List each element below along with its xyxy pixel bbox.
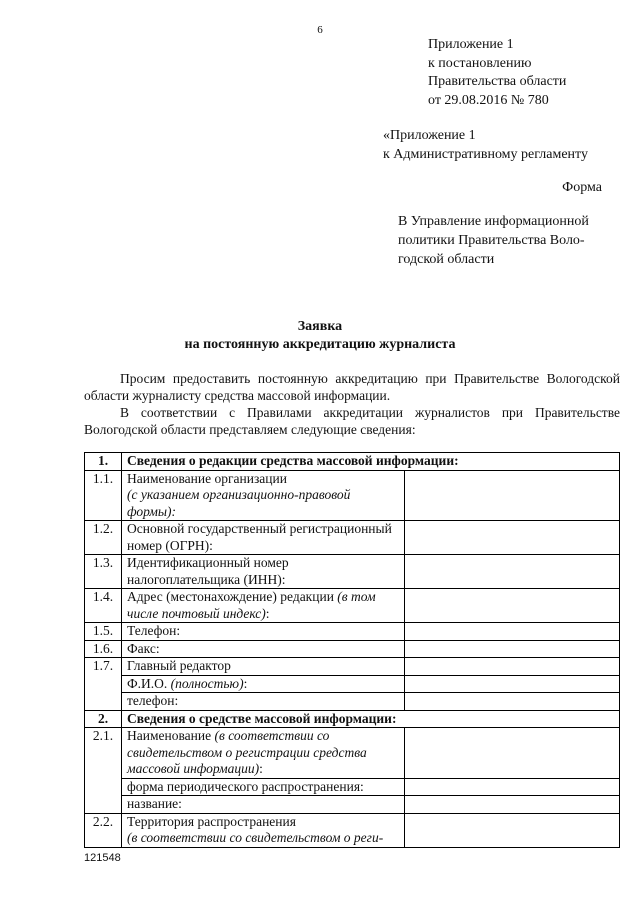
table-subrow (85, 796, 620, 814)
table-row (85, 470, 620, 521)
page-number: 6 (317, 24, 323, 36)
addressee-block (398, 212, 613, 269)
table-row (85, 813, 620, 847)
row-label: Наименование (в соответствии со свидетельством о регистрации средства массовой информации): (122, 728, 405, 779)
row-number: 1. (85, 453, 122, 471)
value-cell[interactable] (405, 640, 620, 658)
appendix-line: от 29.08.2016 № 780 (428, 92, 549, 108)
value-cell[interactable] (405, 555, 620, 589)
value-cell[interactable] (405, 675, 620, 693)
row-note: (в соответствии со свидетельством о регистрации средства массовой информации) (127, 728, 367, 776)
table-section-row (85, 710, 620, 728)
addressee-line: годской области (398, 252, 495, 267)
value-cell[interactable] (405, 589, 620, 623)
row-note: (полностью) (170, 675, 244, 691)
row-label: телефон: (122, 693, 405, 711)
row-label: название: (122, 796, 405, 814)
value-cell[interactable] (405, 813, 620, 847)
table-subrow (85, 675, 620, 693)
row-note: (в том числе почтовый индекс) (127, 589, 376, 621)
appendix-line: к постановлению (428, 55, 532, 71)
row-label: Территория распространения (в соответствии со свидетельством о реги- (122, 813, 405, 847)
addressee-line: В Управление информационной (398, 214, 589, 229)
row-note: (в соответствии со свидетельством о реги- (127, 830, 384, 845)
row-number: 2. (85, 710, 122, 728)
table-row (85, 521, 620, 555)
paragraph: В соответствии с Правилами аккредитации журналистов при Правительстве Вологодской области представляем следующие сведения: (84, 405, 620, 437)
row-number: 1.6. (85, 640, 122, 658)
row-label: форма периодического распространения: (122, 778, 405, 796)
row-number: 1.3. (85, 555, 122, 589)
section-title: Сведения о редакции средства массовой информации: (122, 453, 620, 471)
table-subrow (85, 693, 620, 711)
body-text (84, 370, 620, 438)
row-label: Главный редактор (122, 658, 405, 676)
value-cell[interactable] (405, 796, 620, 814)
row-label: Адрес (местонахождение) редакции (в том числе почтовый индекс): (122, 589, 405, 623)
value-cell[interactable] (405, 521, 620, 555)
appendix-line: Правительства области (428, 74, 567, 89)
row-number: 1.4. (85, 589, 122, 623)
value-cell[interactable] (405, 693, 620, 711)
document-id: 121548 (84, 852, 121, 864)
row-label: Наименование организации (с указанием организационно-правовой формы): (122, 470, 405, 521)
info-table (84, 452, 620, 848)
section-title: Сведения о средстве массовой информации: (122, 710, 620, 728)
document-title (0, 318, 640, 354)
paragraph: Просим предоставить постоянную аккредитацию при Правительстве Вологодской области журналисту средства массовой информации. (84, 371, 620, 403)
table-section-row (85, 453, 620, 471)
row-label: Идентификационный номер налогоплательщика (ИНН): (122, 555, 405, 589)
appendix-line: «Приложение 1 (383, 128, 476, 143)
form-label: Форма (562, 180, 602, 195)
value-cell[interactable] (405, 623, 620, 641)
appendix-regulation-block (383, 126, 588, 164)
value-cell[interactable] (405, 728, 620, 779)
table-row (85, 658, 620, 676)
value-cell[interactable] (405, 778, 620, 796)
table-row (85, 589, 620, 623)
appendix-line: к Административному регламенту (383, 147, 588, 162)
row-number: 1.2. (85, 521, 122, 555)
title-line: на постоянную аккредитацию журналиста (184, 337, 456, 352)
table-row (85, 728, 620, 779)
row-number: 2.1. (85, 728, 122, 814)
row-number: 1.1. (85, 470, 122, 521)
addressee-line: политики Правительства Воло- (398, 233, 585, 248)
row-number: 1.5. (85, 623, 122, 641)
value-cell[interactable] (405, 470, 620, 521)
row-note: (с указанием организационно-правовой формы): (127, 487, 351, 519)
table-row (85, 623, 620, 641)
row-label: Факс: (122, 640, 405, 658)
row-label: Основной государственный регистрационный номер (ОГРН): (122, 521, 405, 555)
table-row (85, 640, 620, 658)
row-label: Телефон: (122, 623, 405, 641)
value-cell[interactable] (405, 658, 620, 676)
title-line: Заявка (297, 319, 343, 334)
row-number: 2.2. (85, 813, 122, 847)
appendix-line: Приложение 1 (428, 37, 514, 52)
appendix-block (428, 36, 566, 110)
table-row (85, 555, 620, 589)
table-subrow (85, 778, 620, 796)
row-label: Ф.И.О. (полностью): (122, 675, 405, 693)
row-number: 1.7. (85, 658, 122, 711)
